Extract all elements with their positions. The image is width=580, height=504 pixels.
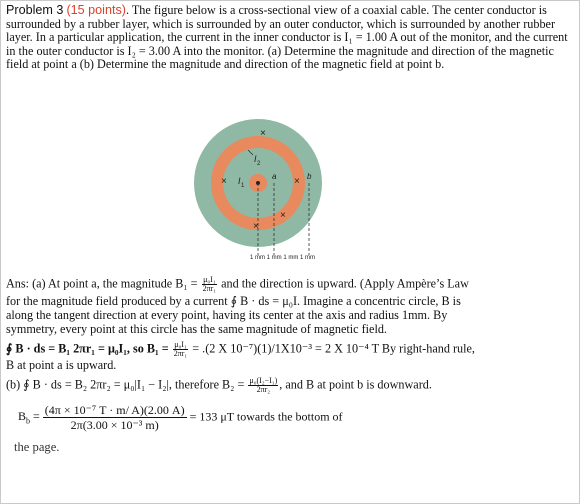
answer-line-2: for the magnitude field produced by a current ∮ B · ds = μ₀I. Imagine a concentric circle, B is [6, 294, 461, 308]
answer-text: (b) ∮ B · ds = B₂ 2πr₂ = μ₀|I₁ − I₂|, therefore B₂ = [6, 377, 245, 392]
answer-line-7 [6, 377, 572, 394]
fraction-numerator: μ₀I₁ [203, 275, 216, 284]
answer-text: = .(2 X 10⁻⁷)(1)/1X10⁻³ = 2 X 10⁻⁴ T By right-hand rule, [192, 341, 475, 356]
fraction-numerator: μ₀(I₂−I₁) [249, 376, 278, 385]
answer-text: = 133 μT towards the bottom of [189, 409, 343, 424]
answer-text: and the direction is upward. (Apply Ampère’s Law [221, 276, 469, 291]
label-i2: I [254, 154, 257, 164]
fraction-numerator: μ₀I₁ [174, 340, 187, 349]
bb-symbol: $B_b$ = [18, 409, 40, 426]
fraction [43, 403, 187, 432]
answer-text: , and B at point b is downward. [279, 377, 432, 392]
problem-text: . The figure below is a cross-sectional view of a coaxial cable. The center conductor is surrounded by a rubber layer, which is surrounded by an outer conductor, which is surrounded by another rubber layer. In a particular application, the current in the inner conductor is I₁ = 1.00 A out of the monitor, and the current in the outer conductor is I₂ = 3.00 A into the monitor. (a) Determine the magnitude and direction of the magnetic field at point a (b) Determine the magnitude and direction of the magnetic field at point b. [6, 3, 568, 72]
problem-statement [6, 4, 572, 72]
cross-marker: × [294, 176, 300, 187]
fraction-numerator: (4π × 10⁻⁷ T · m/ A)(2.00 A) [44, 403, 185, 417]
label-point-a: a [272, 172, 277, 181]
points-label: (15 points) [66, 3, 126, 17]
fraction-denominator: 2πr₁ [202, 284, 217, 293]
label-point-b: b [307, 172, 312, 181]
label-i1-subscript: 1 [241, 183, 245, 189]
label-i1: I [238, 176, 241, 186]
answer-line-4: symmetry, every point at this circle has the same magnitude of magnetic field. [6, 322, 387, 336]
fraction-denominator: 2πr₁ [173, 349, 188, 358]
answer-line-9: the page. [14, 440, 60, 454]
fraction [248, 377, 278, 394]
fraction-denominator: 2π(3.00 × 10⁻³ m) [70, 418, 159, 432]
bb-letter: B [18, 409, 27, 424]
answer-text: ∮ B · ds = B₁ 2πr₁ = μ₀I₁, so B₁ = [6, 341, 169, 356]
cross-marker: × [221, 176, 227, 187]
cross-marker: × [260, 128, 266, 139]
label-i2-subscript: 2 [257, 161, 261, 167]
bb-subscript: b [26, 416, 31, 426]
answer-line-8 [18, 403, 568, 432]
fraction [202, 276, 218, 293]
answer-line-3: along the tangent direction at every point, having its center at the axis and radius 1mm. By [6, 308, 448, 322]
fraction-denominator: 2πr₂ [256, 385, 271, 394]
coaxial-cable-figure [190, 117, 340, 267]
cross-marker: × [280, 210, 286, 221]
fraction [173, 341, 189, 358]
problem-label: Problem 3 [6, 3, 64, 17]
answer-text: Ans: (a) At point a, the magnitude B₁ = [6, 276, 198, 291]
answer-line-1 [6, 276, 572, 293]
answer-line-5 [6, 341, 572, 358]
cross-marker: × [253, 221, 259, 232]
answer-line-6: B at point a is upward. [6, 358, 117, 372]
scale-label: 1 mm 1 mm 1 mm 1 mm [250, 255, 316, 261]
